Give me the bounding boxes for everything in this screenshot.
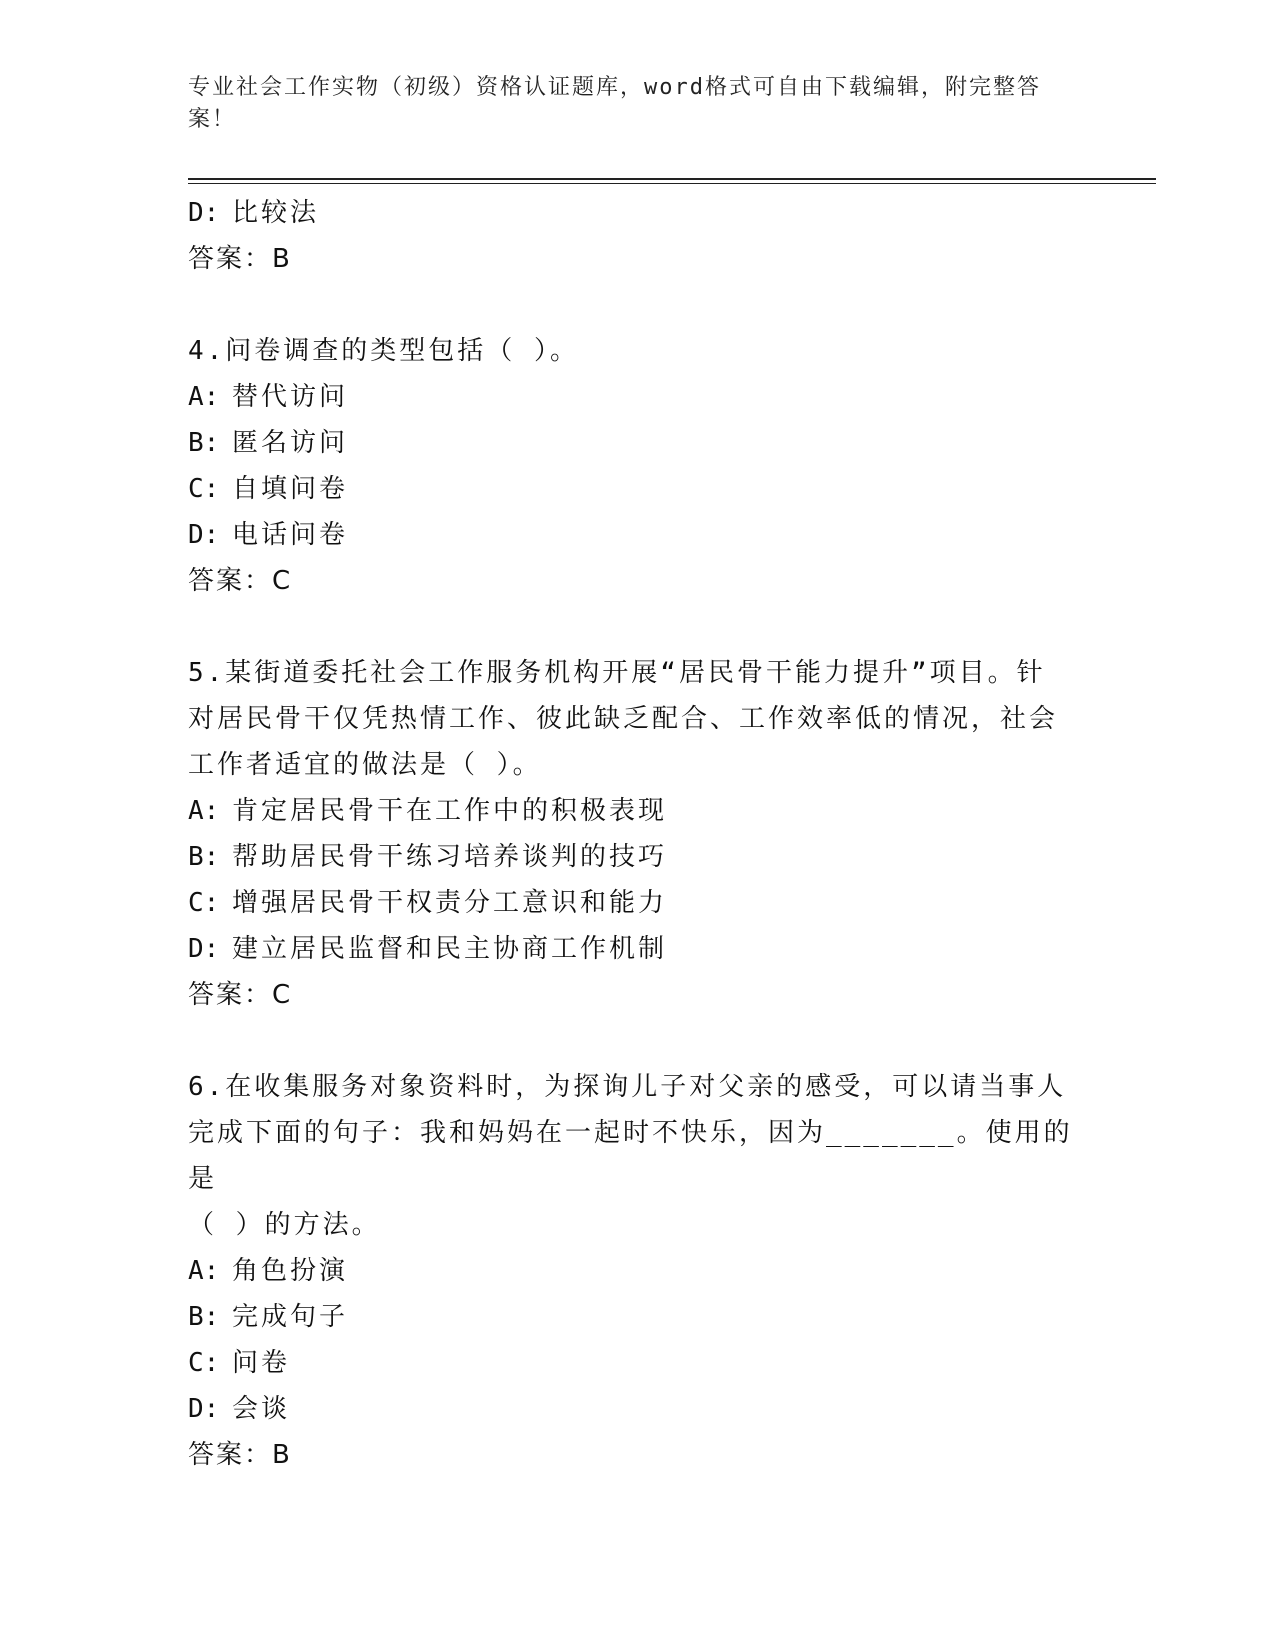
previous-question-tail <box>188 190 1088 282</box>
question-stem-line: 完成下面的句子：我和妈妈在一起时不快乐，因为_______。使用的是 <box>188 1118 1073 1194</box>
option-text: 比较法 <box>232 198 320 228</box>
option-text: 帮助居民骨干练习培养谈判的技巧 <box>232 842 668 872</box>
option-text: 自填问卷 <box>232 474 349 504</box>
option-key: D: <box>188 198 220 228</box>
option-c <box>188 466 1088 512</box>
option-text: 问卷 <box>232 1348 291 1378</box>
question-4 <box>188 328 1088 604</box>
option-key: B: <box>188 1302 220 1332</box>
option-d <box>188 190 1088 236</box>
option-key: C: <box>188 474 220 504</box>
header-divider-thick <box>188 178 1156 180</box>
question-stem-line: 5.某街道委托社会工作服务机构开展“居民骨干能力提升”项目。针 <box>188 658 1046 688</box>
option-c <box>188 1340 1088 1386</box>
option-text: 增强居民骨干权责分工意识和能力 <box>232 888 668 918</box>
option-text: 肯定居民骨干在工作中的积极表现 <box>232 796 668 826</box>
option-key: A: <box>188 1256 220 1286</box>
answer-line: 答案：B <box>188 244 292 274</box>
option-key: A: <box>188 796 220 826</box>
option-key: C: <box>188 888 220 918</box>
option-a <box>188 374 1088 420</box>
header-line-2: 案！ <box>188 107 237 132</box>
option-b <box>188 834 1088 880</box>
option-text: 完成句子 <box>232 1302 349 1332</box>
option-text: 角色扮演 <box>232 1256 349 1286</box>
option-key: B: <box>188 428 220 458</box>
option-d <box>188 926 1088 972</box>
option-text: 替代访问 <box>232 382 349 412</box>
question-stem-line: 4.问卷调查的类型包括（ ）。 <box>188 336 579 366</box>
header-line-1: 专业社会工作实物（初级）资格认证题库，word格式可自由下载编辑，附完整答 <box>188 75 1041 100</box>
option-key: B: <box>188 842 220 872</box>
option-text: 会谈 <box>232 1394 291 1424</box>
option-text: 电话问卷 <box>232 520 349 550</box>
document-body <box>188 190 1088 1524</box>
question-stem-line: 工作者适宜的做法是（ ）。 <box>188 750 542 780</box>
answer-line: 答案：B <box>188 1440 292 1470</box>
option-a <box>188 788 1088 834</box>
option-key: A: <box>188 382 220 412</box>
answer-line: 答案：C <box>188 980 293 1010</box>
answer-line: 答案：C <box>188 566 293 596</box>
option-d <box>188 512 1088 558</box>
question-stem-line: （ ）的方法。 <box>188 1210 381 1240</box>
option-b <box>188 1294 1088 1340</box>
option-key: D: <box>188 1394 220 1424</box>
question-stem-line: 6.在收集服务对象资料时，为探询儿子对父亲的感受，可以请当事人 <box>188 1072 1067 1102</box>
option-text: 匿名访问 <box>232 428 349 458</box>
option-a <box>188 1248 1088 1294</box>
option-key: D: <box>188 520 220 550</box>
question-5 <box>188 650 1088 1018</box>
document-header <box>188 72 1068 136</box>
option-d <box>188 1386 1088 1432</box>
option-b <box>188 420 1088 466</box>
option-key: C: <box>188 1348 220 1378</box>
question-6 <box>188 1064 1088 1478</box>
option-c <box>188 880 1088 926</box>
question-stem-line: 对居民骨干仅凭热情工作、彼此缺乏配合、工作效率低的情况，社会 <box>188 704 1059 734</box>
option-key: D: <box>188 934 220 964</box>
header-divider-thin <box>188 183 1156 184</box>
option-text: 建立居民监督和民主协商工作机制 <box>232 934 668 964</box>
